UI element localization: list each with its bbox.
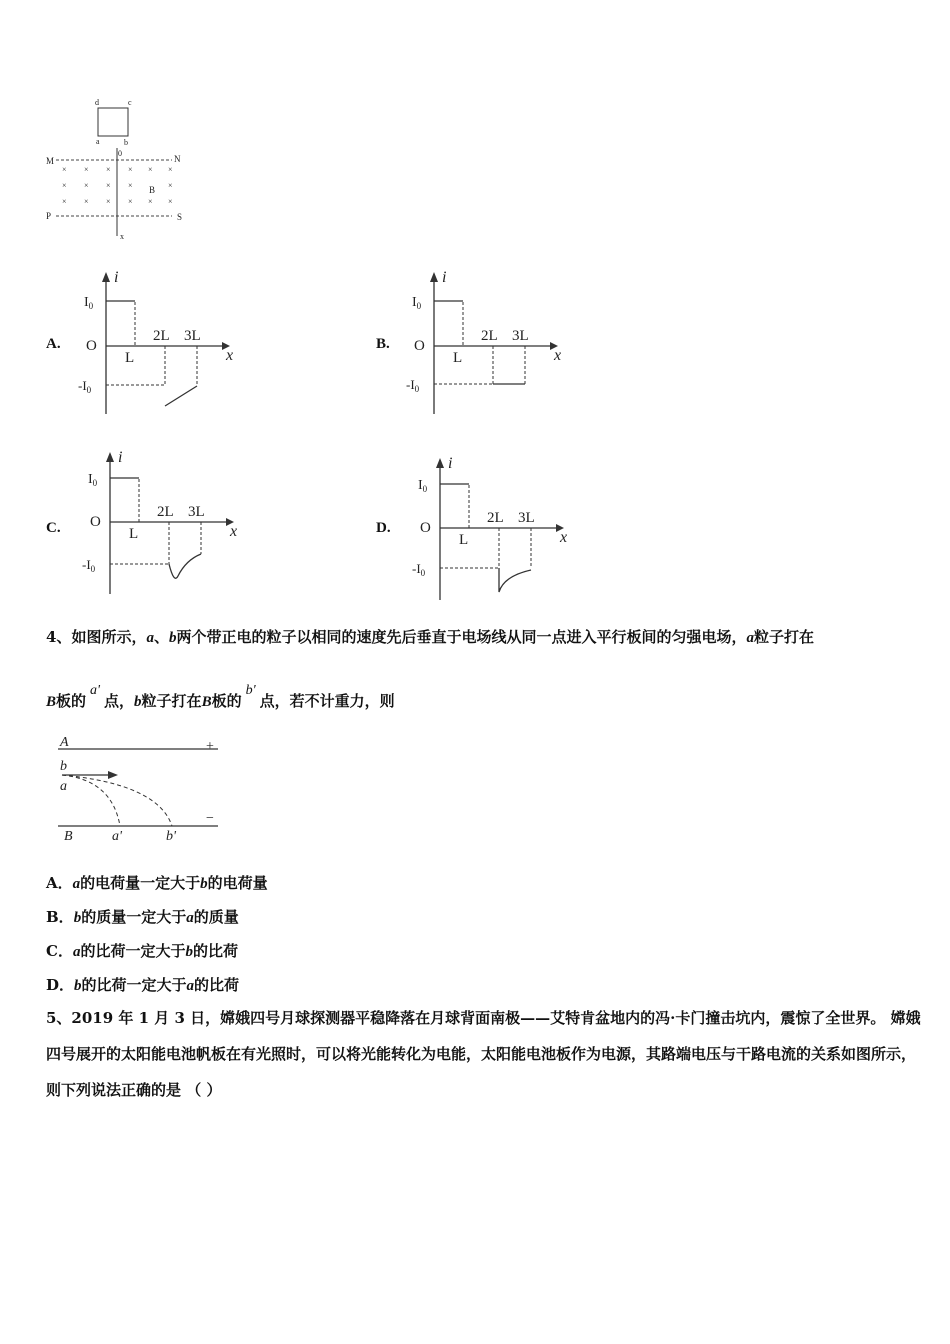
- plate-a-label: A: [60, 735, 69, 750]
- graph-a: [78, 266, 248, 420]
- label-a: a: [96, 137, 100, 146]
- axis-x-label: x: [226, 347, 234, 364]
- option-var: a: [186, 910, 194, 926]
- option-text: 的质量一定大于: [81, 908, 187, 926]
- plate-b-label: B: [64, 829, 73, 844]
- neg-i0-label: $-I_0$: [78, 378, 92, 395]
- neg-i0-label: $-I_0$: [406, 377, 420, 394]
- option-letter: B．: [46, 908, 74, 926]
- field-cross: ×: [62, 197, 67, 206]
- particle-b-label: b: [60, 759, 67, 774]
- q4-line2: [46, 684, 395, 720]
- option-text: 的比荷: [194, 976, 240, 994]
- field-cross: ×: [168, 197, 173, 206]
- i0-label: $I_0$: [412, 295, 422, 311]
- graph-c-negative-segment: [169, 554, 201, 578]
- q4-line1: [46, 620, 814, 655]
- square-loop: [98, 108, 128, 136]
- axis-x-label: x: [554, 347, 562, 364]
- q4-text-7: 粒子打在: [141, 692, 202, 710]
- field-cross: ×: [84, 165, 89, 174]
- q4-option-d[interactable]: [46, 974, 239, 995]
- i0-label: $I_0$: [88, 472, 98, 488]
- option-letter: D．: [46, 976, 75, 994]
- trajectory-b: [62, 775, 172, 826]
- q4-var-b-plate-2: B: [201, 694, 212, 710]
- option-var: b: [185, 944, 193, 960]
- q4-option-b[interactable]: [46, 906, 239, 927]
- graph-c-svg: [82, 446, 252, 596]
- q4-var-b2: b: [134, 694, 142, 710]
- q4-text-1: 如图所示，: [71, 628, 147, 646]
- option-b-label[interactable]: B.: [376, 336, 390, 352]
- q4-text-8: 板的: [211, 692, 242, 710]
- field-cross: ×: [106, 165, 111, 174]
- graph-d: [412, 452, 582, 606]
- 2l-label: 2L: [157, 504, 174, 520]
- field-cross: ×: [168, 181, 173, 190]
- plus-sign: +: [206, 739, 214, 754]
- q4-point-b-prime: b': [245, 683, 256, 698]
- label-d: d: [95, 98, 99, 107]
- q4-option-a[interactable]: [46, 872, 268, 893]
- q5-text: 5、2019 年 1 月 3 日，嫦娥四号月球探测器平稳降落在月球背面南极——艾特肯盆地内的冯·卡门撞击坑内，震惊了全世界。 嫦娥四号展开的太阳能电池帆板在有光照时，可以将光能转化为电能，太阳能电池板作为电源，其路端电压与干路电流的关系如图所示，则下列说法正确的是 （ ）: [46, 1009, 921, 1099]
- graph-c-axes: [106, 452, 234, 594]
- 2l-label: 2L: [487, 510, 504, 526]
- option-text: 的比荷一定大于: [80, 942, 186, 960]
- q4-text-3: 两个带正电的粒子以相同的速度先后垂直于电场线从同一点进入平行板间的匀强电场，: [176, 628, 747, 646]
- i0-label: $I_0$: [84, 295, 94, 311]
- option-d-label[interactable]: D.: [376, 520, 391, 536]
- option-c-label[interactable]: C.: [46, 520, 61, 536]
- field-cross: ×: [106, 197, 111, 206]
- option-var: a: [72, 876, 81, 892]
- option-text: 的电荷量: [207, 874, 268, 892]
- 3l-label: 3L: [518, 510, 535, 526]
- field-cross: ×: [84, 181, 89, 190]
- option-var: a: [186, 978, 195, 994]
- l-label: L: [453, 350, 463, 366]
- q4-var-b: b: [168, 630, 177, 646]
- origin-label: O: [86, 338, 97, 354]
- q4-option-c[interactable]: [46, 940, 238, 961]
- option-text: 的比荷一定大于: [81, 976, 187, 994]
- q4-point-a-prime: a': [90, 683, 101, 698]
- label-c: c: [128, 98, 132, 107]
- point-b-prime-label: b': [166, 829, 176, 844]
- i0-label: $I_0$: [418, 478, 428, 494]
- graph-b-svg: [406, 266, 576, 416]
- loop-field-figure: [44, 96, 194, 246]
- label-origin: 0: [118, 149, 122, 158]
- neg-i0-label: $-I_0$: [82, 557, 96, 574]
- option-var: b: [73, 910, 82, 926]
- graph-c: [82, 446, 252, 600]
- plates-figure: [54, 732, 234, 851]
- graph-d-axes: [436, 458, 564, 600]
- axis-i-label: i: [118, 449, 123, 466]
- graph-d-negative-segment: [499, 568, 531, 592]
- option-a-label[interactable]: A.: [46, 336, 61, 352]
- graph-a-svg: [78, 266, 248, 416]
- minus-sign: −: [206, 811, 214, 826]
- label-n: N: [174, 154, 181, 164]
- l-label: L: [129, 526, 139, 542]
- axis-x-label: x: [560, 529, 568, 546]
- axis-x-label: x: [230, 523, 238, 540]
- origin-label: O: [420, 520, 431, 536]
- q4-var-a: a: [146, 630, 154, 646]
- option-var: b: [74, 978, 82, 994]
- q4-text-5: 板的: [56, 692, 87, 710]
- q4-number: 4、: [46, 628, 72, 646]
- l-label: L: [125, 350, 135, 366]
- label-p: P: [46, 211, 52, 221]
- origin-label: O: [414, 338, 425, 354]
- l-label: L: [459, 532, 469, 548]
- particle-a-label: a: [60, 779, 67, 794]
- plates-svg: [54, 732, 234, 847]
- 3l-label: 3L: [184, 328, 201, 344]
- axis-i-label: i: [448, 455, 453, 472]
- label-x: x: [120, 232, 124, 241]
- loop-field-svg: [44, 96, 194, 246]
- option-letter: A．: [46, 874, 73, 892]
- q4-text-4: 粒子打在: [753, 628, 814, 646]
- velocity-arrowhead: [108, 771, 118, 779]
- graph-a-negative-segment: [165, 386, 197, 406]
- q4-text-9: 点，若不计重力，则: [259, 692, 395, 710]
- 2l-label: 2L: [153, 328, 170, 344]
- graph-d-svg: [412, 452, 582, 602]
- label-field-b: B: [149, 185, 156, 195]
- option-text: 的质量: [193, 908, 239, 926]
- field-cross: ×: [62, 181, 67, 190]
- axis-i-label: i: [442, 269, 447, 286]
- field-cross: ×: [128, 197, 133, 206]
- option-var: a: [72, 944, 81, 960]
- axis-i-label: i: [114, 269, 119, 286]
- field-cross: ×: [128, 165, 133, 174]
- option-text: 的电荷量一定大于: [80, 874, 201, 892]
- field-cross: ×: [168, 165, 173, 174]
- option-letter: C．: [46, 942, 73, 960]
- field-cross: ×: [128, 181, 133, 190]
- field-cross: ×: [106, 181, 111, 190]
- neg-i0-label: $-I_0$: [412, 561, 426, 578]
- origin-label: O: [90, 514, 101, 530]
- option-text: 的比荷: [192, 942, 238, 960]
- label-s: S: [177, 212, 183, 222]
- option-var: b: [200, 876, 208, 892]
- label-b: b: [124, 138, 128, 147]
- q4-text-6: 点，: [104, 692, 135, 710]
- q4-var-a2: a: [746, 630, 754, 646]
- point-a-prime-label: a': [112, 829, 122, 844]
- q4-text-2: 、: [153, 628, 169, 646]
- field-cross: ×: [84, 197, 89, 206]
- graph-b: [406, 266, 576, 420]
- q4-var-b-plate: B: [46, 694, 57, 710]
- 3l-label: 3L: [188, 504, 205, 520]
- field-cross: ×: [62, 165, 67, 174]
- field-cross: ×: [148, 197, 153, 206]
- field-cross: ×: [148, 165, 153, 174]
- label-m: M: [46, 156, 55, 166]
- 3l-label: 3L: [512, 328, 529, 344]
- 2l-label: 2L: [481, 328, 498, 344]
